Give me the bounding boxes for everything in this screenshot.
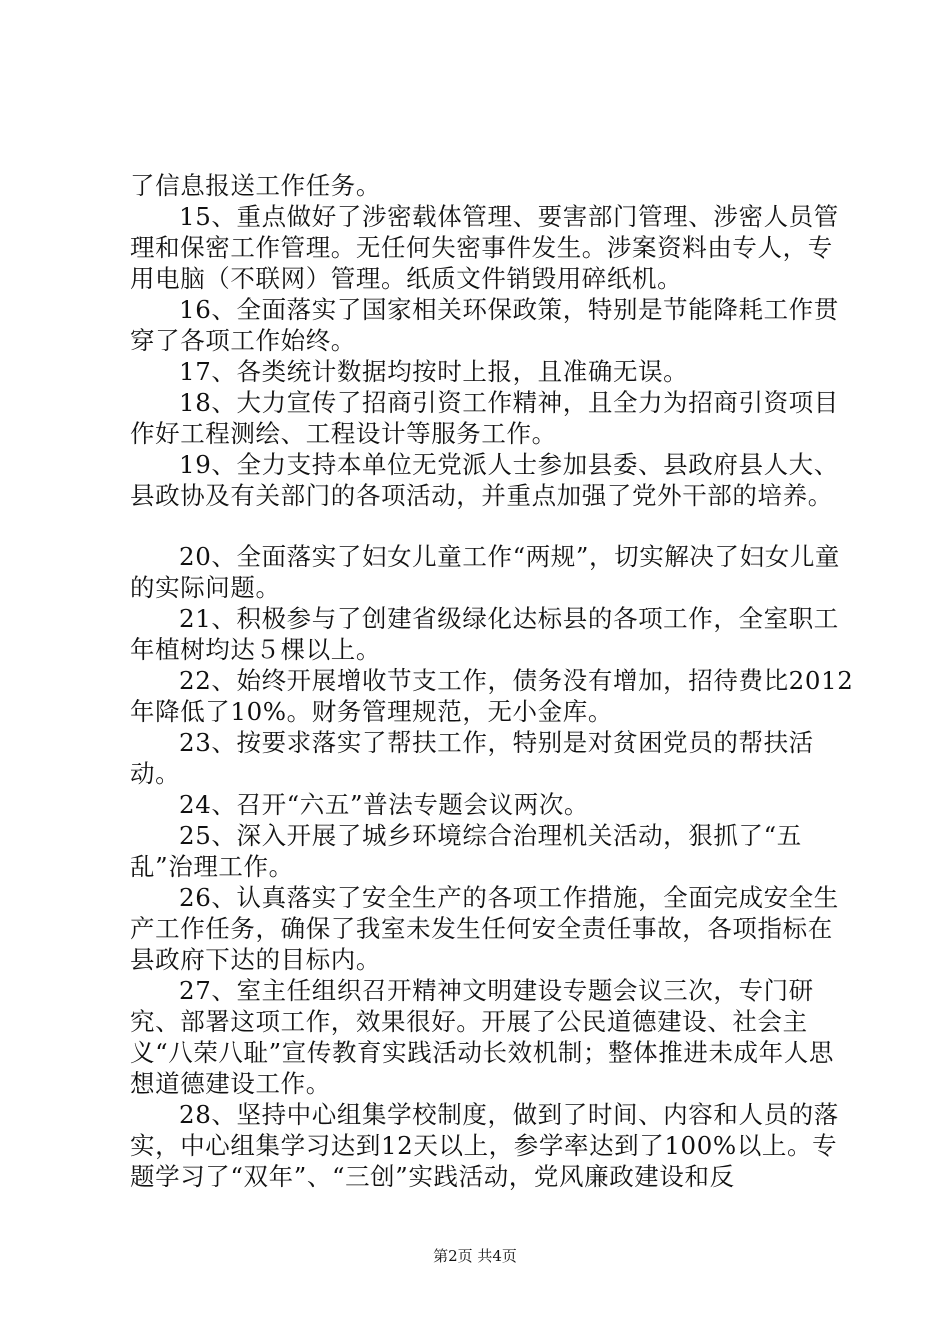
page-number-label: 第2页 共4页 (433, 1247, 517, 1265)
document-body (130, 170, 855, 1192)
paragraph-item-20: 20、全面落实了妇女儿童工作“两规”，切实解决了妇女儿童的实际问题。 (130, 542, 841, 602)
paragraph-item-22: 22、始终开展增收节支工作，债务没有增加，招待费比2012年降低了10%。财务管理规范，无小金库。 (130, 666, 854, 726)
paragraph-item-15: 15、重点做好了涉密载体管理、要害部门管理、涉密人员管理和保密工作管理。无任何失密事件发生。涉案资料由专人，专用电脑（不联网）管理。纸质文件销毁用碎纸机。 (130, 202, 839, 293)
paragraph-item-28: 28、坚持中心组集学校制度，做到了时间、内容和人员的落实，中心组集学习达到12天以上，参学率达到了100%以上。专题学习了“双年”、“三创”实践活动，党风廉政建设和反 (130, 1100, 839, 1191)
paragraph-item-23: 23、按要求落实了帮扶工作，特别是对贫困党员的帮扶活动。 (130, 728, 814, 788)
paragraph-item-21: 21、积极参与了创建省级绿化达标县的各项工作，全室职工年植树均达５棵以上。 (130, 604, 839, 664)
page-footer (0, 1245, 950, 1266)
paragraph-item-24: 24、召开“六五”普法专题会议两次。 (179, 790, 590, 819)
paragraph-item-18: 18、大力宣传了招商引资工作精神，且全力为招商引资项目作好工程测绘、工程设计等服务工作。 (130, 388, 839, 448)
paragraph-item-26: 26、认真落实了安全生产的各项工作措施，全面完成安全生产工作任务，确保了我室未发生任何安全责任事故，各项指标在县政府下达的目标内。 (130, 883, 839, 974)
paragraph-item-19: 19、全力支持本单位无党派人士参加县委、县政府县人大、县政协及有关部门的各项活动，并重点加强了党外干部的培养。 (130, 450, 839, 510)
paragraph-item-27: 27、室主任组织召开精神文明建设专题会议三次，专门研究、部署这项工作，效果很好。开展了公民道德建设、社会主义“八荣八耻”宣传教育实践活动长效机制；整体推进未成年人思想道德建设工作。 (130, 976, 834, 1098)
paragraph-item-17: 17、各类统计数据均按时上报，且准确无误。 (179, 357, 689, 386)
paragraph-item-25: 25、深入开展了城乡环境综合治理机关活动，狠抓了“五乱”治理工作。 (130, 821, 802, 881)
paragraph-continued: 了信息报送工作任务。 (130, 171, 381, 200)
paragraph-item-16: 16、全面落实了国家相关环保政策，特别是节能降耗工作贯穿了各项工作始终。 (130, 295, 839, 355)
